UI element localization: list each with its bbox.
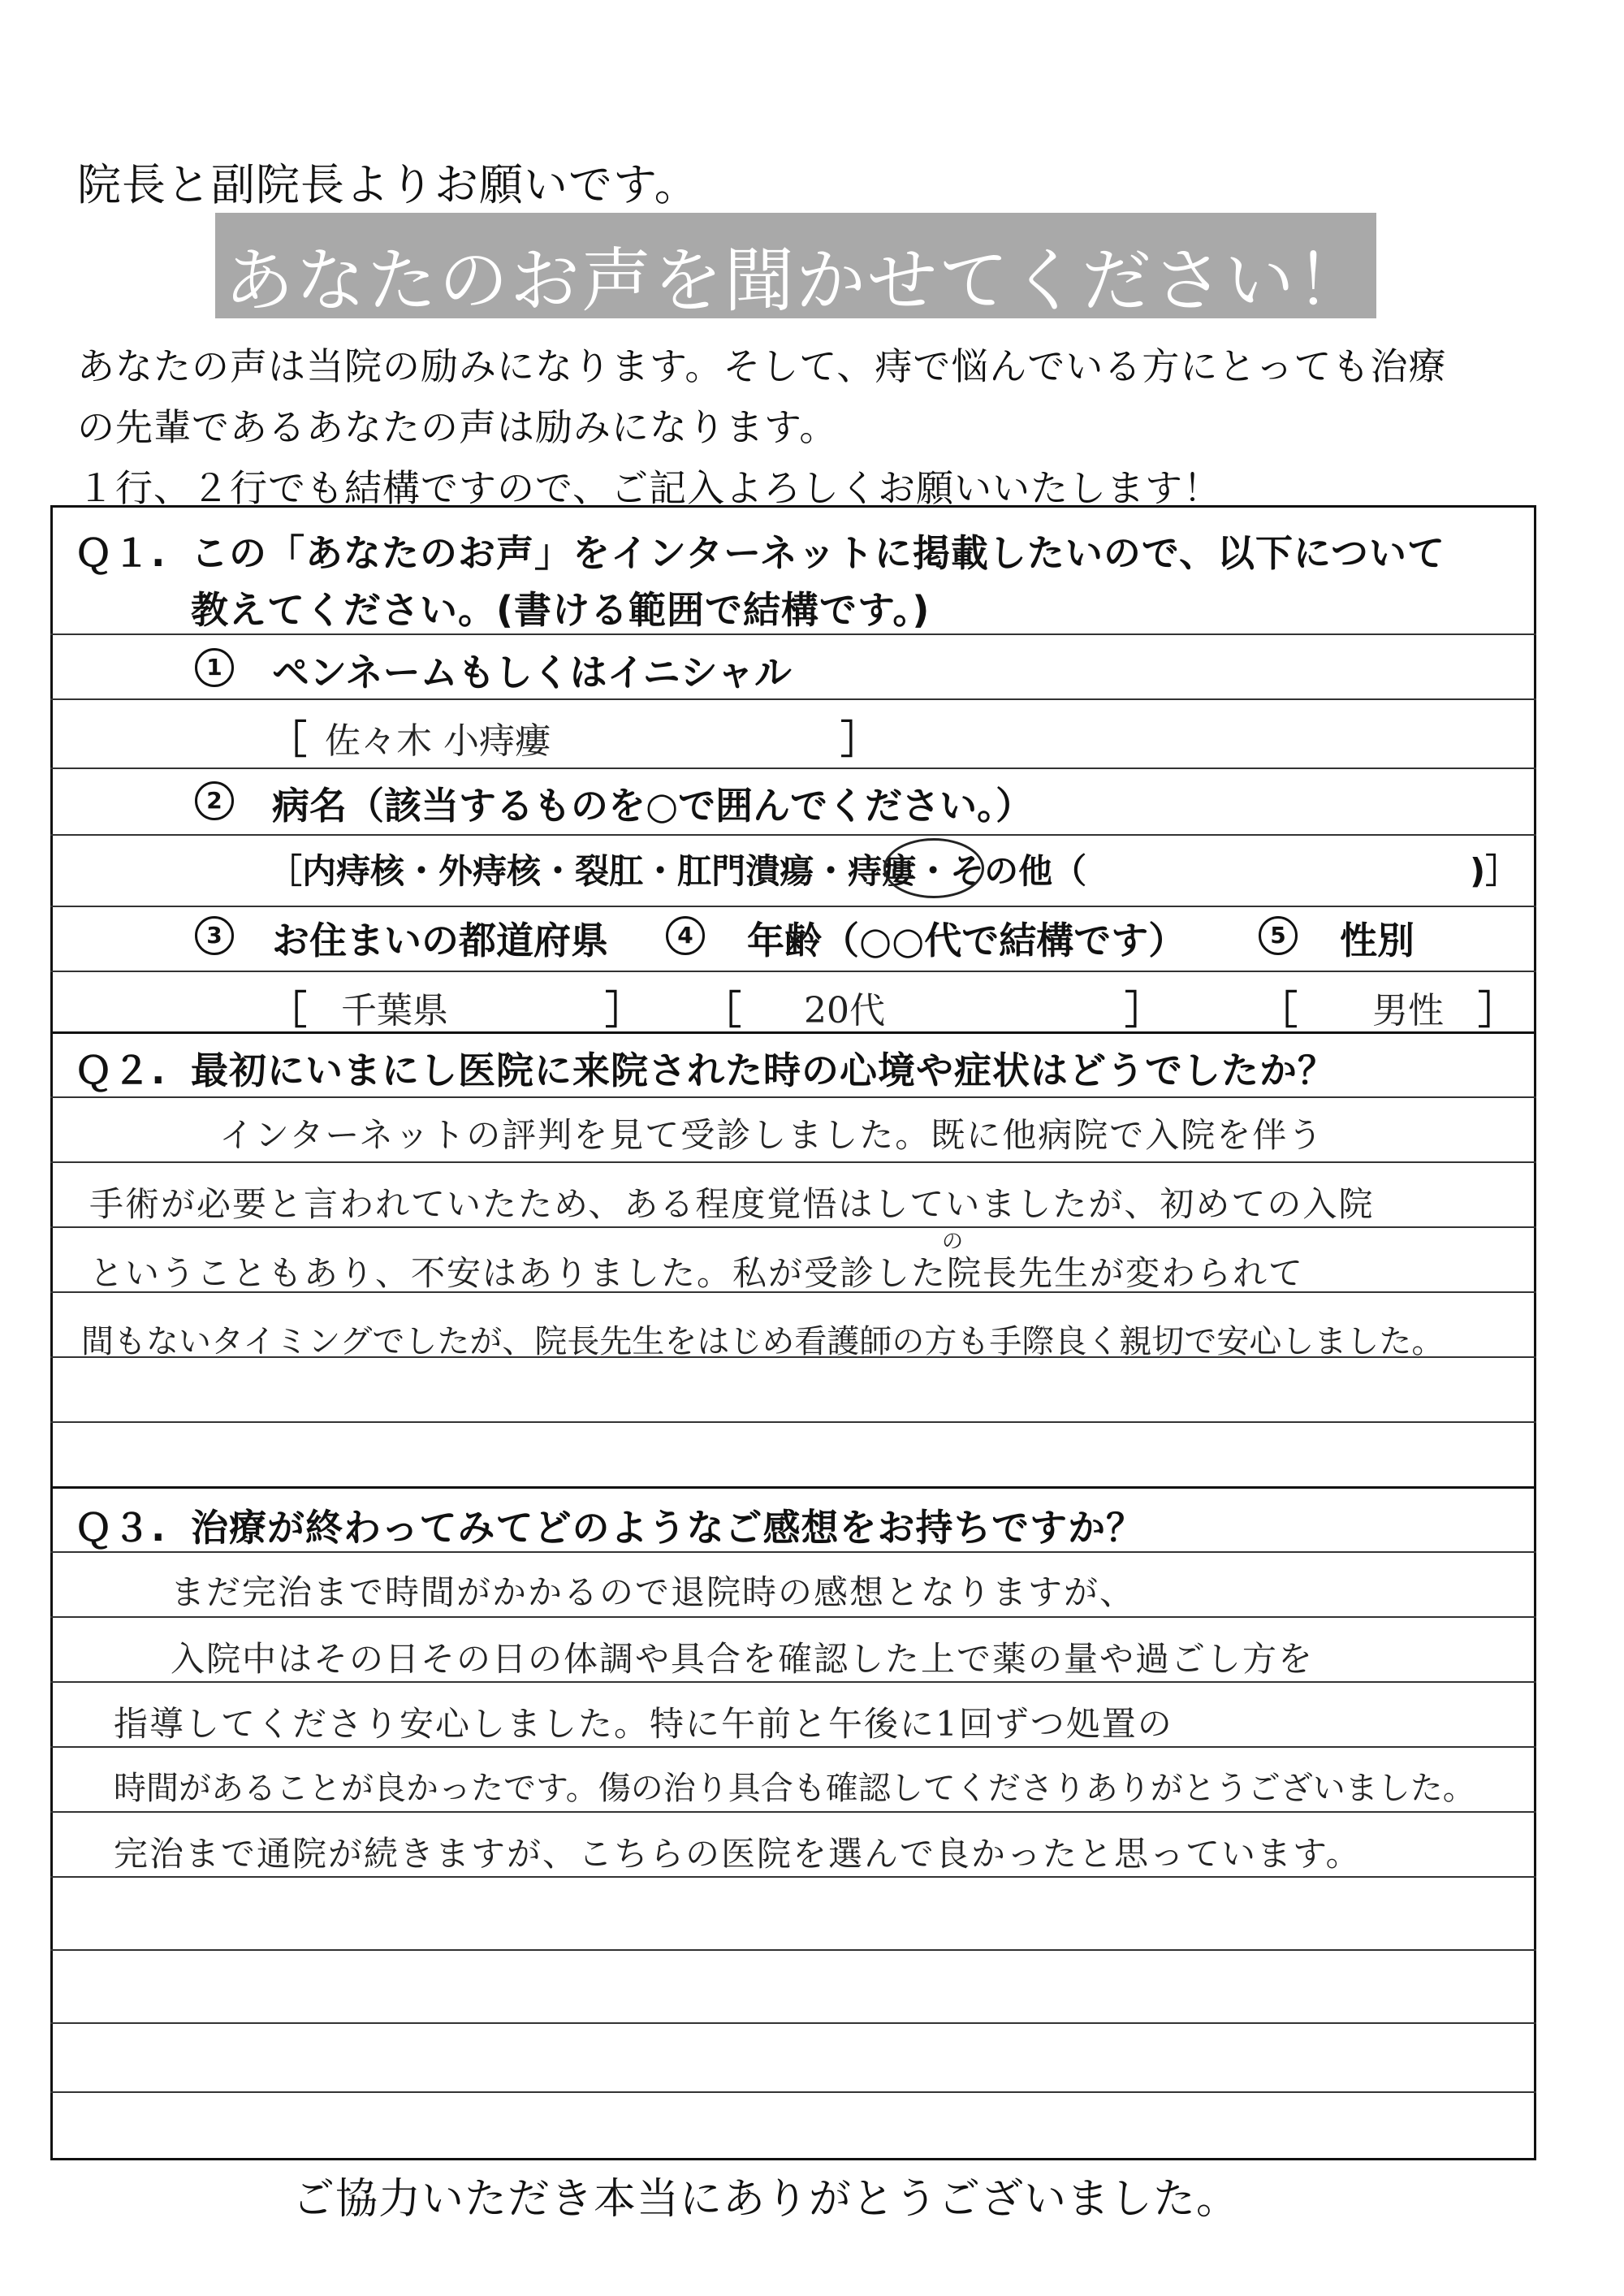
thank-you-footer: ご協力いただき本当にありがとうございました。 (292, 2175, 1240, 2224)
q2-annotation: の (942, 1230, 964, 1254)
q1-question-line-1: この「あなたのお声」をインターネットに掲載したいので、以下について (191, 531, 1446, 575)
item-number-4: 4 (666, 916, 705, 955)
q3-answer-line-4: 時間があることが良かったです。傷の治り具合も確認してくださりありがとうございました。 (114, 1770, 1475, 1807)
q2-answer-line-2: 手術が必要と言われていたため、ある程度覚悟はしていましたが、初めての入院 (89, 1184, 1375, 1224)
option-anal-fistula: 痔瘻 (848, 851, 917, 891)
intro-line-1: あなたの声は当院の励みになります。そして、痔で悩んでいる方にとっても治療 (77, 344, 1447, 388)
pen-name-answer: 佐々木 小痔瘻 (325, 720, 551, 762)
age-bracket-close: ］ (1125, 988, 1164, 1033)
option-anal-fissure: 裂肛 (575, 851, 644, 891)
q3-answer-line-1: まだ完治まで時間がかかるので退院時の感想となりますが、 (171, 1572, 1136, 1612)
bracket-open: ［ (268, 717, 308, 763)
prefecture-bracket-close: ］ (605, 988, 645, 1033)
option-external-hemorrhoid: 外痔核 (438, 851, 542, 891)
pen-name-label: ペンネームもしくはイニシャル (272, 651, 792, 694)
gender-label: 性別 (1340, 919, 1415, 962)
option-internal-hemorrhoid: ［内痔核 (268, 851, 405, 891)
rule (50, 1811, 1536, 1813)
q3-answer-line-5: 完治まで通院が続きますが、こちらの医院を選んで良かったと思っています。 (114, 1834, 1362, 1874)
gender-answer: 男性 (1372, 990, 1444, 1031)
rule (50, 834, 1536, 836)
q2-answer-line-4: 間もないタイミングでしたが、院長先生をはじめ看護師の方も手際良く親切で安心しました。 (81, 1323, 1445, 1360)
q2-question: 最初にいまにし医院に来院された時の心境や症状はどうでしたか？ (191, 1049, 1336, 1092)
item-number-3: 3 (195, 916, 234, 955)
q2-answer-line-1: インターネットの評判を見て受診しました。既に他病院で入院を伴う (219, 1115, 1324, 1155)
rule (50, 767, 1536, 769)
gender-bracket-close: ］ (1478, 988, 1518, 1033)
gender-bracket-open: ［ (1259, 988, 1298, 1033)
item-number-1: 1 (195, 648, 234, 687)
option-anal-ulcer: 肛門潰瘍 (677, 851, 814, 891)
rule (50, 1421, 1536, 1423)
banner (215, 213, 1376, 322)
request-heading: 院長と副院長よりお願いです。 (77, 159, 699, 210)
prefecture-bracket-open: ［ (268, 988, 308, 1033)
rule (50, 906, 1536, 907)
separator: ・ (814, 851, 849, 891)
prefecture-label: お住まいの都道府県 (272, 919, 608, 962)
rule (50, 971, 1536, 972)
option-other: その他（ (950, 851, 1087, 891)
q1-label: Ｑ１. (75, 531, 166, 575)
rule (50, 1096, 1536, 1098)
rule (50, 1226, 1536, 1228)
rule (50, 1949, 1536, 1951)
q2-label: Ｑ２. (75, 1049, 166, 1092)
age-bracket-open: ［ (702, 988, 742, 1033)
rule (50, 698, 1536, 700)
rule (50, 1161, 1536, 1163)
diagnosis-options-end: )］ (1470, 851, 1520, 891)
diagnosis-label: 病名（該当するものを○で囲んでください。） (272, 784, 1034, 828)
age-answer: 20代 (804, 990, 885, 1031)
rule (50, 1681, 1536, 1683)
q1-question-line-2: 教えてください。(書ける範囲で結構です。) (191, 588, 931, 632)
q3-label: Ｑ３. (75, 1506, 166, 1550)
separator: ・ (404, 851, 439, 891)
bracket-close: ］ (840, 717, 880, 763)
age-label: 年齢（○○代で結構です） (747, 919, 1186, 962)
item-number-2: 2 (195, 781, 234, 820)
section-divider (50, 1486, 1536, 1489)
q3-answer-line-3: 指導してくださり安心しました。特に午前と午後に1回ずつ処置の (114, 1704, 1173, 1744)
banner-title: あなたのお声を聞かせてください！ (224, 240, 1367, 322)
q3-question: 治療が終わってみてどのようなご感想をお持ちですか？ (191, 1506, 1145, 1550)
intro-line-3: １行、２行でも結構ですので、ご記入よろしくお願いいたします！ (77, 466, 1222, 510)
rule (50, 1616, 1536, 1618)
rule (50, 1746, 1536, 1748)
selected-option-circle (883, 838, 984, 898)
q3-answer-line-2: 入院中はその日その日の体調や具合を確認した上で薬の量や過ごし方を (171, 1639, 1315, 1679)
item-number-5: 5 (1259, 916, 1298, 955)
prefecture-answer: 千葉県 (341, 990, 448, 1031)
separator: ・ (541, 851, 576, 891)
separator: ・ (643, 851, 678, 891)
separator: ・ (916, 851, 951, 891)
rule (50, 1876, 1536, 1878)
rule (50, 2091, 1536, 2093)
q2-answer-line-3: ということもあり、不安はありました。私が受診した院長先生が変わられて (89, 1253, 1305, 1293)
rule (50, 2022, 1536, 2024)
intro-line-2: の先輩であるあなたの声は励みになります。 (77, 405, 838, 449)
